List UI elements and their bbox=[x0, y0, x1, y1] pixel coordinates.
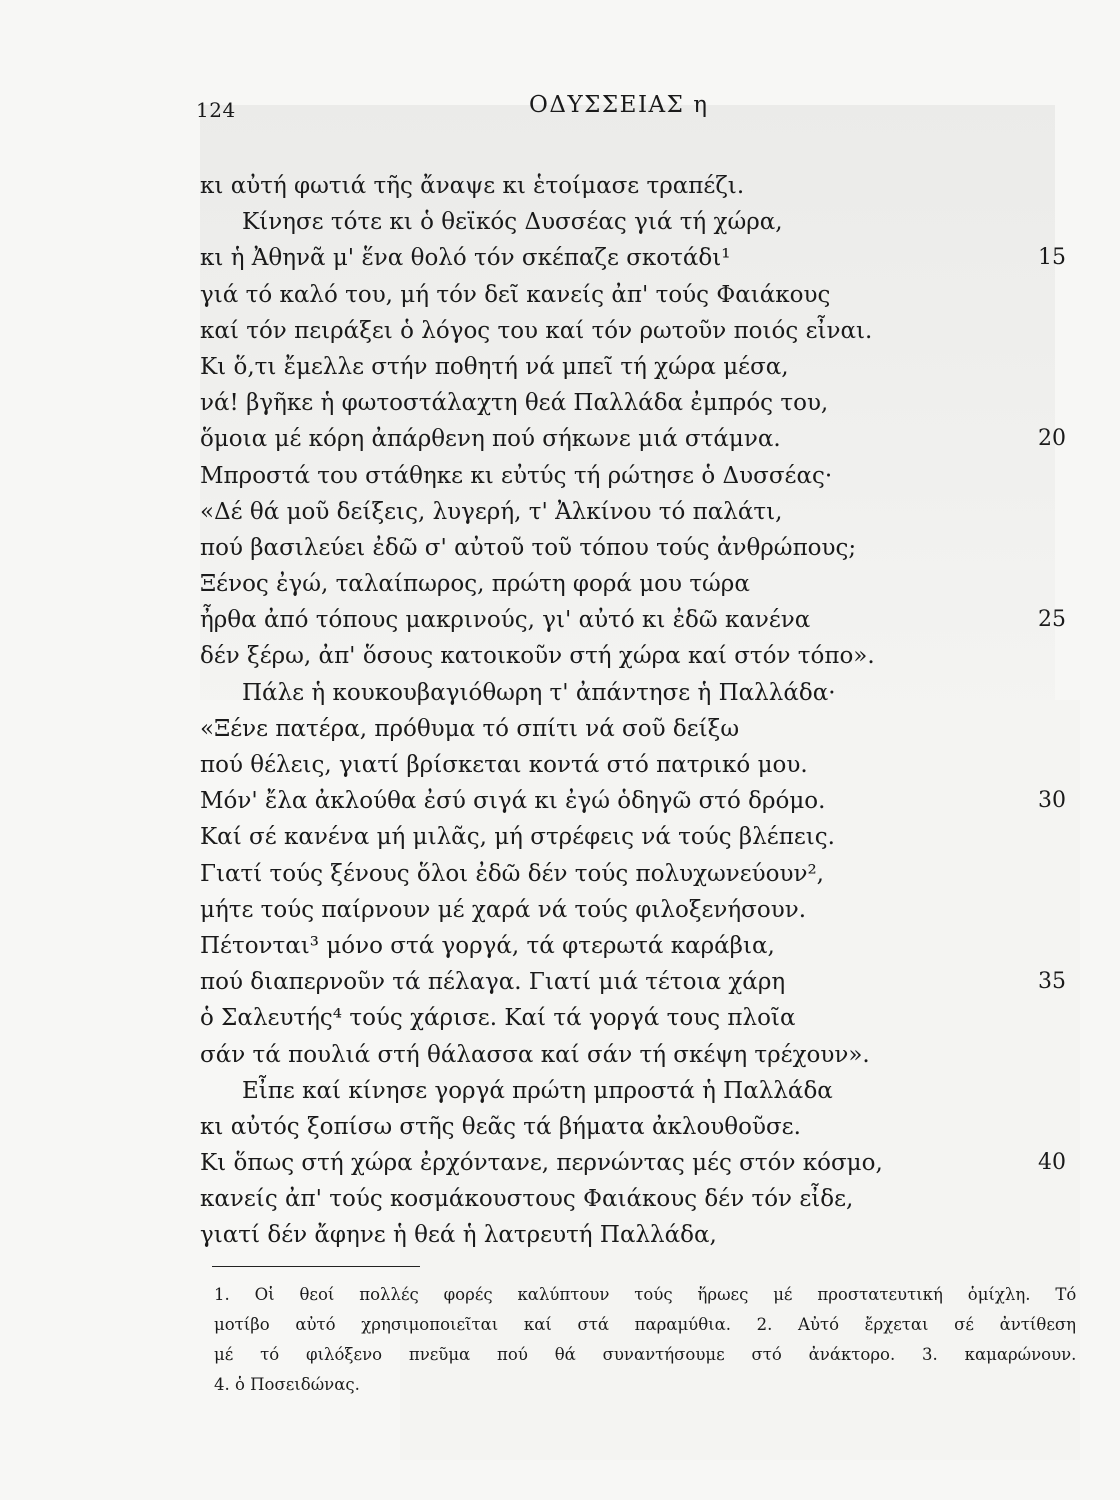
verse-text: Μόν' ἔλα ἀκλούθα ἐσύ σιγά κι ἐγώ ὁδηγῶ στό δρόμο. bbox=[200, 788, 826, 815]
verse-text: ἦρθα ἀπό τόπους μακρινούς, γι' αὐτό κι ἐδῶ κανένα bbox=[200, 607, 811, 634]
verse-line bbox=[200, 204, 1080, 240]
line-number: 30 bbox=[1038, 788, 1066, 814]
verse-line bbox=[200, 747, 1080, 783]
line-number: 15 bbox=[1038, 245, 1066, 271]
verse-text: Γιατί τούς ξένους ὅλοι ἐδῶ δέν τούς πολυχωνεύουν², bbox=[200, 860, 824, 887]
page-number: 124 bbox=[196, 98, 236, 122]
verse-text: «Ξένε πατέρα, πρόθυμα τό σπίτι νά σοῦ δείξω bbox=[200, 715, 740, 742]
verse-line bbox=[200, 530, 1080, 566]
book-title: ΟΔΥΣΣΕΙΑΣ η bbox=[529, 92, 709, 118]
verse-line bbox=[200, 1145, 1080, 1181]
verse-text: Μπροστά του στάθηκε κι εὐτύς τή ρώτησε ὁ Δυσσέας· bbox=[200, 462, 833, 489]
verse-line bbox=[200, 385, 1080, 421]
verse-line bbox=[200, 277, 1080, 313]
verse-line bbox=[200, 494, 1080, 530]
verse-block bbox=[200, 168, 1080, 1254]
line-number: 40 bbox=[1038, 1150, 1066, 1176]
verse-text: γιά τό καλό του, μή τόν δεῖ κανείς ἀπ' τούς Φαιάκους bbox=[200, 281, 831, 308]
line-number: 20 bbox=[1038, 426, 1066, 452]
verse-text: κι αὐτή φωτιά τῆς ἄναψε κι ἑτοίμασε τραπέζι. bbox=[200, 173, 745, 199]
verse-line bbox=[200, 675, 1080, 711]
verse-text: ὁ Σαλευτής⁴ τούς χάρισε. Καί τά γοργά τους πλοῖα bbox=[200, 1005, 796, 1032]
verse-text: Κι ὅ,τι ἔμελλε στήν ποθητή νά μπεῖ τή χώρα μέσα, bbox=[200, 353, 789, 380]
verse-line bbox=[200, 421, 1080, 457]
verse-line bbox=[200, 602, 1080, 638]
verse-line bbox=[200, 892, 1080, 928]
footnote-line: 1. Οἱ θεοί πολλές φορές καλύπτουν τούς ἥρωες μέ προστατευτική ὁμίχλη. Τό bbox=[214, 1285, 1076, 1304]
verse-line bbox=[200, 783, 1080, 819]
verse-text: Πέτονται³ μόνο στά γοργά, τά φτερωτά καράβια, bbox=[200, 932, 775, 959]
verse-text: πού θέλεις, γιατί βρίσκεται κοντά στό πατρικό μου. bbox=[200, 752, 808, 778]
verse-text: κι ἡ Ἀθηνᾶ μ' ἕνα θολό τόν σκέπαζε σκοτάδι¹ bbox=[200, 245, 731, 272]
verse-text: σάν τά πουλιά στή θάλασσα καί σάν τή σκέψη τρέχουν». bbox=[200, 1041, 870, 1068]
verse-line bbox=[200, 1217, 1080, 1253]
line-number: 25 bbox=[1038, 607, 1066, 633]
verse-text: ὅμοια μέ κόρη ἀπάρθενη πού σήκωνε μιά στάμνα. bbox=[200, 426, 781, 453]
verse-line bbox=[200, 638, 1080, 674]
verse-line bbox=[200, 349, 1080, 385]
verse-line bbox=[200, 964, 1080, 1000]
footnotes bbox=[214, 1280, 1076, 1400]
verse-line bbox=[200, 168, 1080, 204]
verse-text: Πάλε ἡ κουκουβαγιόθωρη τ' ἀπάντησε ἡ Παλλάδα· bbox=[242, 679, 836, 706]
verse-line bbox=[200, 1073, 1080, 1109]
verse-line bbox=[200, 856, 1080, 892]
footnote-line: μέ τό φιλόξενο πνεῦμα πού θά συναντήσουμε στό ἀνάκτορο. 3. καμαρώνουν. bbox=[214, 1345, 1076, 1364]
verse-text: πού βασιλεύει ἐδῶ σ' αὐτοῦ τοῦ τόπου τούς ἀνθρώπους; bbox=[200, 534, 857, 561]
verse-text: γιατί δέν ἄφηνε ἡ θεά ἡ λατρευτή Παλλάδα, bbox=[200, 1222, 717, 1249]
footnote-line: μοτίβο αὐτό χρησιμοποιεῖται καί στά παραμύθια. 2. Αὐτό ἔρχεται σέ ἀντίθεση bbox=[214, 1315, 1076, 1334]
verse-text: Εἶπε καί κίνησε γοργά πρώτη μπροστά ἡ Παλλάδα bbox=[242, 1077, 833, 1104]
verse-line bbox=[200, 458, 1080, 494]
verse-text: νά! βγῆκε ἡ φωτοστάλαχτη θεά Παλλάδα ἐμπρός του, bbox=[200, 390, 829, 417]
footnote-separator bbox=[212, 1266, 420, 1267]
verse-line bbox=[200, 566, 1080, 602]
verse-line bbox=[200, 240, 1080, 276]
verse-text: «Δέ θά μοῦ δείξεις, λυγερή, τ' Ἀλκίνου τό παλάτι, bbox=[200, 498, 783, 525]
line-number: 35 bbox=[1038, 969, 1066, 995]
verse-line bbox=[200, 1037, 1080, 1073]
verse-line bbox=[200, 1109, 1080, 1145]
verse-line bbox=[200, 819, 1080, 855]
verse-text: κι αὐτός ξοπίσω στῆς θεᾶς τά βήματα ἀκλουθοῦσε. bbox=[200, 1113, 801, 1140]
verse-text: μήτε τούς παίρνουν μέ χαρά νά τούς φιλοξενήσουν. bbox=[200, 896, 807, 923]
footnote-line: 4. ὁ Ποσειδώνας. bbox=[214, 1375, 360, 1394]
verse-line bbox=[200, 928, 1080, 964]
verse-line bbox=[200, 711, 1080, 747]
verse-text: Καί σέ κανένα μή μιλᾶς, μή στρέφεις νά τούς βλέπεις. bbox=[200, 824, 835, 851]
verse-line bbox=[200, 313, 1080, 349]
verse-text: δέν ξέρω, ἀπ' ὅσους κατοικοῦν στή χώρα καί στόν τόπο». bbox=[200, 643, 875, 670]
verse-text: καί τόν πειράξει ὁ λόγος του καί τόν ρωτοῦν ποιός εἶναι. bbox=[200, 317, 873, 344]
verse-line bbox=[200, 1181, 1080, 1217]
verse-text: Κι ὅπως στή χώρα ἐρχόντανε, περνώντας μές στόν κόσμο, bbox=[200, 1150, 883, 1177]
running-head bbox=[0, 92, 1120, 132]
verse-text: κανείς ἀπ' τούς κοσμάκουστους Φαιάκους δέν τόν εἶδε, bbox=[200, 1186, 854, 1213]
verse-line bbox=[200, 1000, 1080, 1036]
verse-text: Κίνησε τότε κι ὁ θεϊκός Δυσσέας γιά τή χώρα, bbox=[242, 209, 783, 236]
verse-text: πού διαπερνοῦν τά πέλαγα. Γιατί μιά τέτοια χάρη bbox=[200, 969, 786, 996]
verse-text: Ξένος ἐγώ, ταλαίπωρος, πρώτη φορά μου τώρα bbox=[200, 571, 750, 598]
